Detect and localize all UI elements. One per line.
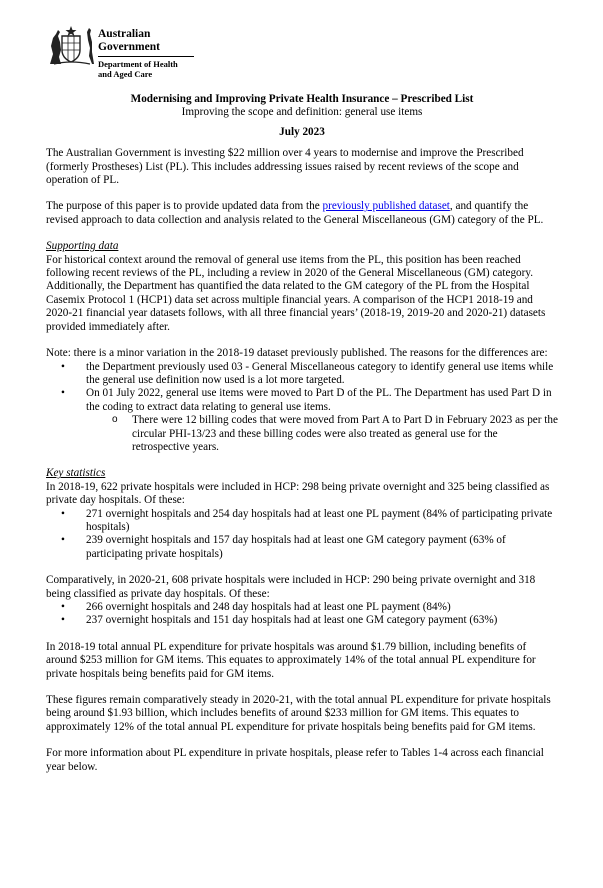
previously-published-dataset-link[interactable]: previously published dataset [322,200,450,213]
stats-2020-21-bullet-1: • 266 overnight hospitals and 248 day hospitals had at least one PL payment (84%) [46,601,558,614]
purpose-paragraph [46,200,558,227]
note-sub-bullet: o There were 12 billing codes that were moved from Part A to Part D in February 2023 as per the circular PHI-13/23 and these billing codes were also treated as general use for the retrospective years. [46,414,558,454]
government-wordmark [98,28,206,79]
note-bullet-1: • the Department previously used 03 - General Miscellaneous category to identify general use items while the general use definition now used is a lot more targeted. [46,361,558,388]
stats-2020-21-bullet-2: • 237 overnight hospitals and 151 day hospitals had at least one GM category payment (63%) [46,614,558,627]
logo-divider [98,56,194,57]
expenditure-2020-21-paragraph: These figures remain comparatively steady in 2020-21, with the total annual PL expenditure for private hospitals being around $1.93 billion, which includes benefits of around $233 million for GM items. This equates to approximately 12% of the total annual PL expenditure for private hospitals being benefits paid for GM items. [46,694,551,733]
stats-2018-19-list [46,508,558,562]
department-name-line1: Department of Health [98,59,178,69]
stats-2018-19-bullet-1: • 271 overnight hospitals and 254 day hospitals had at least one PL payment (84% of participating private hospitals) [46,508,558,535]
supporting-data-heading: Supporting data [46,240,119,253]
key-statistics-heading: Key statistics [46,467,106,480]
government-name: Australian Government [98,28,160,53]
document-body [46,93,558,774]
purpose-text-before: The purpose of this paper is to provide updated data from the [46,200,323,213]
stats-2020-21-list [46,601,558,628]
supporting-data-paragraph: For historical context around the removal of general use items from the PL, this position has been reached following recent reviews of the PL, including a review in 2020 of the General Miscellaneous (GM) category. Additionally, the Department has quantified the data related to the GM category of the PL from the Hospital Casemix Protocol 1 (HCP1) data set across multiple financial years. A comparison of the HCP1 2018-19 and 2020-21 financial year datasets follows, with all three financial years’ (2018-19, 2019-20 and 2020-21) datasets provided immediately after. [46,253,546,333]
document-subtitle: Improving the scope and definition: general use items [181,106,423,119]
stats-2018-19-paragraph: In 2018-19, 622 private hospitals were included in HCP: 298 being private overnight and 325 being classified as private day hospitals. Of these: [46,480,550,507]
note-paragraph: Note: there is a minor variation in the 2018-19 dataset previously published. The reasons for the differences are: [46,347,548,360]
stats-2020-21-paragraph: Comparatively, in 2020-21, 608 private hospitals were included in HCP: 290 being private overnight and 318 being classified as private day hospitals. Of these: [46,574,536,600]
note-bullet-2: • On 01 July 2022, general use items were moved to Part D of the PL. The Department has used Part D in the coding to extract data relating to general use items. [46,387,558,414]
document-title: Modernising and Improving Private Health Insurance – Prescribed List [130,93,474,105]
stats-2018-19-bullet-2: • 239 overnight hospitals and 157 day hospitals had at least one GM category payment (63% of participating private hospitals) [46,534,558,561]
more-info-paragraph: For more information about PL expenditure in private hospitals, please refer to Tables 1-4 across each financial year below. [46,747,544,773]
expenditure-2018-19-paragraph: In 2018-19 total annual PL expenditure for private hospitals was around $1.79 billion, including benefits of around $253 million for GM items. This equates to approximately 14% of the total annual PL expenditure for private hospitals being benefits paid for GM items. [46,640,536,680]
department-name-line2: and Aged Care [98,69,153,79]
intro-paragraph: The Australian Government is investing $22 million over 4 years to modernise and improve the Prescribed (formerly Prostheses) List (PL). This includes addressing issues raised by recent reviews of the scope and operation of PL. [46,147,524,187]
coat-of-arms-icon [46,24,96,66]
purpose-text-after: , and quantify the revised approach to data collection and analysis related to the General Miscellaneous (GM) category of the PL. [46,200,544,226]
government-logo [46,22,206,79]
document-date: July 2023 [279,125,325,138]
note-bullet-list [46,361,558,455]
